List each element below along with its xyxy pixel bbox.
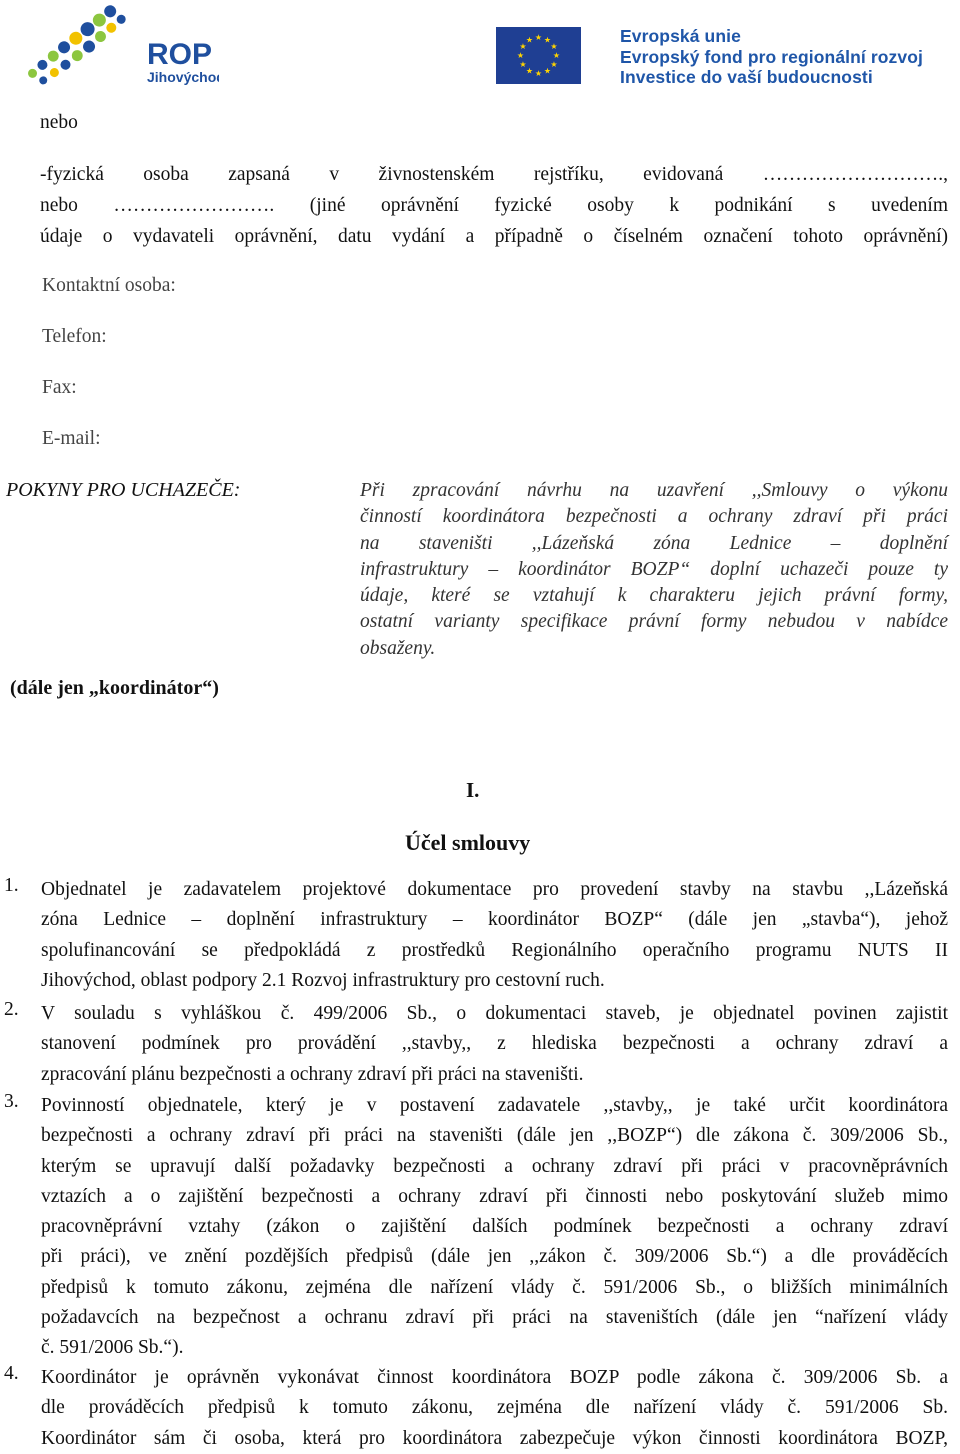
list-item	[41, 1363, 948, 1454]
eu-caption	[620, 26, 923, 88]
paragraph-line: údaje o vydavateli oprávnění, datu vydání a případně o číselném označení tohoto oprávnění)	[40, 226, 948, 247]
list-item-line: V souladu s vyhláškou č. 499/2006 Sb., o dokumentaci staveb, je objednatel povinen zajistit	[41, 1003, 948, 1024]
list-item	[41, 999, 948, 1090]
contact-person-label: Kontaktní osoba:	[42, 275, 176, 296]
paragraph-line: -fyzická osoba zapsaná v živnostenském rejstříku, evidovaná ……………………….,	[40, 164, 948, 185]
instructions-line: na staveništi ,,Lázeňská zóna Lednice – doplnění	[360, 532, 948, 554]
email-label: E-mail:	[42, 428, 101, 449]
eu-flag-icon	[496, 27, 581, 84]
instructions-heading: POKYNY PRO UCHAZEČE:	[6, 479, 241, 501]
list-item-line: č. 591/2006 Sb.“).	[41, 1337, 184, 1359]
registration-paragraph	[40, 159, 948, 252]
eu-caption-line: Investice do vaší budoucnosti	[620, 67, 873, 87]
section-number: I.	[466, 778, 480, 802]
rop-logo-mark-icon	[14, 4, 219, 88]
phone-label: Telefon:	[42, 326, 107, 347]
eu-caption-line: Evropský fond pro regionální rozvoj	[620, 46, 923, 67]
svg-text:★: ★	[525, 66, 534, 76]
svg-text:★: ★	[550, 60, 558, 69]
list-item-line: pracovněprávní vztahy (zákon o zajištění dalších podmínek bezpečnosti a ochrany zdraví	[41, 1216, 948, 1238]
list-item-number: 2.	[4, 999, 19, 1020]
svg-text:★: ★	[543, 66, 552, 76]
list-item-line: Objednatel je zadavatelem projektové dokumentace pro provedení stavby na stavbu ,,Lázeňská	[41, 879, 948, 900]
instructions-line: činností koordinátora bezpečnosti a ochrany zdraví při práci	[360, 506, 948, 528]
svg-text:★: ★	[519, 42, 527, 51]
list-item-line: Koordinátor je oprávněn vykonávat činnost koordinátora BOZP podle zákona č. 309/2006 Sb. a	[41, 1367, 948, 1388]
section-title: Účel smlouvy	[405, 830, 531, 855]
list-item-line: bezpečnosti a ochrany zdraví při práci na staveništi (dále jen ,,BOZP“) dle zákona č. 309/2006 Sb.,	[41, 1125, 948, 1147]
list-item-number: 3.	[4, 1091, 19, 1112]
list-item-line: Koordinátor sám či osoba, která pro koordinátora zabezpečuje výkon činnosti koordinátora BOZP,	[41, 1427, 948, 1449]
list-item-line: zpracování plánu bezpečnosti a ochrany zdraví při práci na staveništi.	[41, 1063, 584, 1085]
list-item-line: Povinností objednatele, který je v postavení zadavatele ,,stavby,, je také určit koordinátora	[41, 1095, 948, 1116]
list-item-number: 1.	[4, 875, 19, 896]
instructions-line: infrastruktury – koordinátor BOZP“ doplní uchazeči pouze ty	[360, 558, 948, 580]
svg-text:★: ★	[525, 35, 534, 45]
svg-text:★: ★	[534, 69, 543, 78]
svg-text:★: ★	[519, 60, 527, 69]
list-item-line: vztazích a o zajištění bezpečnosti a ochrany zdraví při činnosti nebo poskytování služeb mimo	[41, 1185, 948, 1207]
svg-text:★: ★	[552, 51, 561, 60]
nebo-text: nebo	[40, 112, 78, 133]
list-item	[41, 1091, 948, 1364]
list-item-line: požadavcích na bezpečnost a ochranu zdraví při práci na staveništích (dále jen “nařízení vlády	[41, 1307, 948, 1329]
instructions-line: obsaženy.	[360, 637, 436, 659]
rop-logo-subtitle: Jihovýchod	[147, 69, 219, 85]
list-item-line: předpisů k tomuto zákonu, zejména dle nařízení vlády č. 591/2006 Sb., o bližších minimálních	[41, 1276, 948, 1298]
list-item-line: Jihovýchod, oblast podpory 2.1 Rozvoj infrastruktury pro cestovní ruch.	[41, 969, 605, 991]
rop-logo	[14, 4, 219, 88]
list-item-line: dle prováděcích předpisů k tomuto zákonu, zejména dle nařízení vlády č. 591/2006 Sb.	[41, 1397, 948, 1419]
list-item-line: kterým se upravují další požadavky bezpečnosti a ochrany zdraví při práci v pracovněprávních	[41, 1155, 948, 1177]
svg-text:★: ★	[543, 35, 552, 45]
fax-label: Fax:	[42, 377, 77, 398]
instructions-line: údaje, které se vztahují k charakteru jejich právní formy,	[360, 585, 948, 607]
instructions-line: ostatní varianty specifikace právní formy nebudou v nabídce	[360, 611, 948, 633]
list-item-line: při práci), ve znění pozdějších předpisů (dále jen ,,zákon č. 309/2006 Sb.“) a dle prováděcích	[41, 1246, 948, 1268]
eu-caption-line: Evropská unie	[620, 26, 741, 46]
instructions-line: Při zpracování návrhu na uzavření ,,Smlouvy o výkonu	[360, 480, 948, 501]
svg-text:★: ★	[516, 51, 525, 60]
svg-text:★: ★	[534, 33, 543, 42]
list-item	[41, 875, 948, 996]
instructions-body	[360, 478, 948, 662]
svg-text:★: ★	[550, 42, 558, 51]
list-item-number: 4.	[4, 1363, 19, 1384]
list-item-line: stanovení podmínek pro provádění ,,stavby,, z hlediska bezpečnosti a ochrany zdraví a	[41, 1033, 948, 1055]
paragraph-line: nebo ……………………. (jiné oprávnění fyzické osoby k podnikání s uvedením	[40, 195, 948, 216]
list-item-line: zóna Lednice – doplnění infrastruktury – koordinátor BOZP“ (dále jen „stavba“), jehož	[41, 909, 948, 931]
list-item-line: spolufinancování se předpokládá z prostředků Regionálního operačního programu NUTS II	[41, 939, 948, 961]
rop-logo-name: ROP	[147, 38, 213, 71]
coordinator-definition: (dále jen „koordinátor“)	[10, 677, 219, 699]
